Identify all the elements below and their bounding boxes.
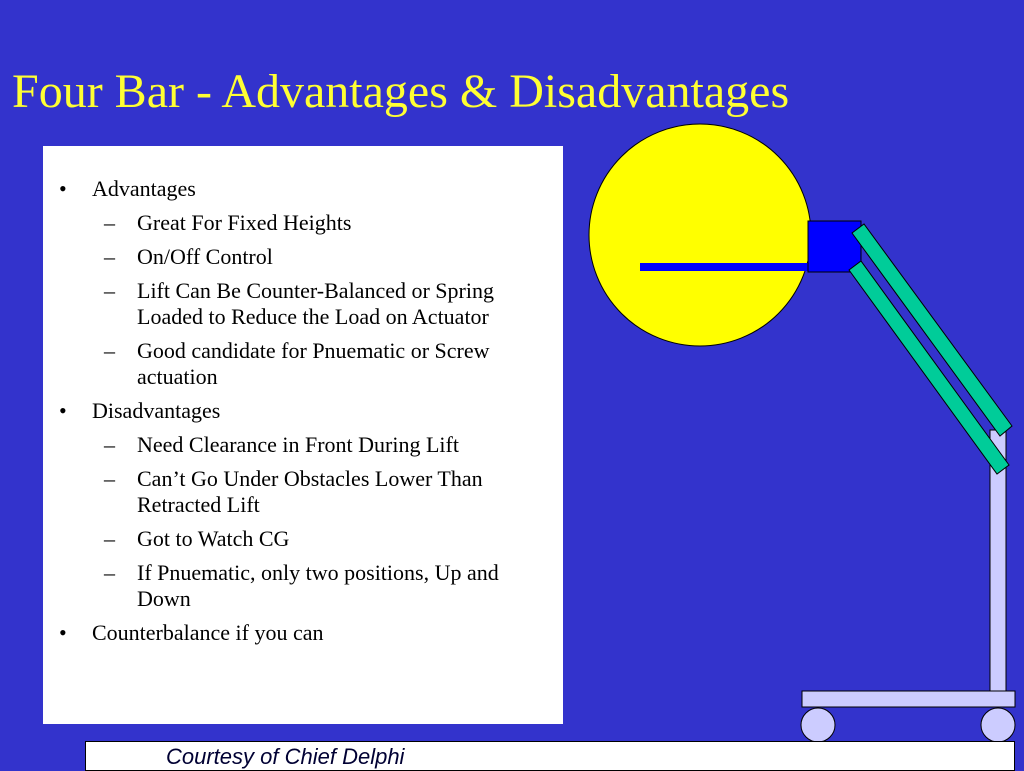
dash-marker: –	[104, 244, 115, 269]
sub-item	[92, 432, 553, 458]
sub-item	[92, 210, 553, 236]
sub-item-label: Great For Fixed Heights	[137, 210, 352, 235]
sub-item-label: If Pnuematic, only two positions, Up and Down	[137, 560, 499, 611]
bullet-label: Advantages	[92, 176, 196, 201]
horizontal-arm	[640, 263, 820, 271]
bullet-marker: •	[59, 176, 67, 201]
sub-item-label: Need Clearance in Front During Lift	[137, 432, 459, 457]
upper-linkage-bar	[852, 224, 1012, 436]
dash-marker: –	[104, 210, 115, 235]
bullet-disadvantages	[59, 398, 553, 612]
sub-item-label: Lift Can Be Counter-Balanced or Spring Loaded to Reduce the Load on Actuator	[137, 278, 494, 329]
dash-marker: –	[104, 338, 115, 363]
mount-block	[808, 221, 861, 272]
sub-item-label: On/Off Control	[137, 244, 273, 269]
left-wheel	[801, 708, 835, 742]
bullet-list	[59, 176, 553, 646]
sub-item	[92, 466, 553, 518]
sub-item	[92, 244, 553, 270]
dash-marker: –	[104, 526, 115, 551]
slide-title: Four Bar - Advantages & Disadvantages	[12, 65, 790, 118]
yellow-ball	[589, 124, 811, 346]
sub-item-label: Can’t Go Under Obstacles Lower Than Retracted Lift	[137, 466, 483, 517]
four-bar-lift-illustration	[580, 120, 1024, 750]
footer-bar	[85, 741, 1015, 771]
sub-item	[92, 278, 553, 330]
sub-item	[92, 560, 553, 612]
dash-marker: –	[104, 432, 115, 457]
bullet-advantages	[59, 176, 553, 390]
sub-list-disadvantages	[92, 432, 553, 612]
sub-item	[92, 338, 553, 390]
dash-marker: –	[104, 560, 115, 585]
bullet-marker: •	[59, 398, 67, 423]
bullet-counterbalance	[59, 620, 553, 646]
bullet-label: Disadvantages	[92, 398, 221, 423]
dash-marker: –	[104, 278, 115, 303]
dash-marker: –	[104, 466, 115, 491]
base-plate	[802, 691, 1015, 707]
bullet-label: Counterbalance if you can	[92, 620, 324, 645]
footer-credit: Courtesy of Chief Delphi	[166, 744, 405, 769]
sub-item-label: Good candidate for Pnuematic or Screw actuation	[137, 338, 490, 389]
bullet-marker: •	[59, 620, 67, 645]
sub-item	[92, 526, 553, 552]
sub-item-label: Got to Watch CG	[137, 526, 290, 551]
lower-linkage-bar	[849, 261, 1009, 474]
content-box	[43, 146, 563, 724]
right-wheel	[981, 708, 1015, 742]
sub-list-advantages	[92, 210, 553, 390]
